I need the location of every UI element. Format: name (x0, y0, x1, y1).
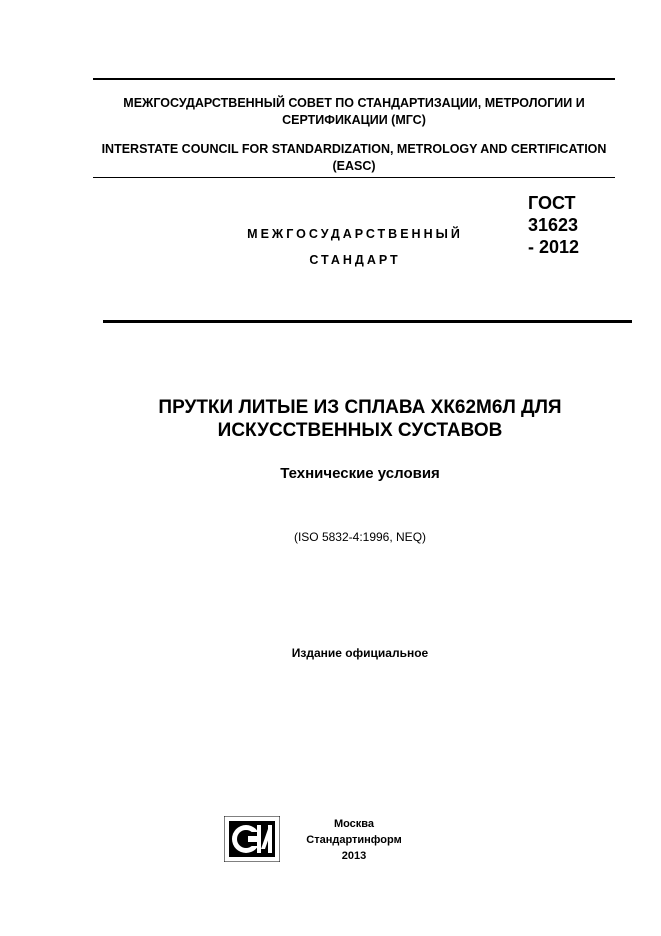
standard-type-line1: МЕЖГОСУДАРСТВЕННЫЙ (247, 227, 463, 241)
publisher-block (295, 816, 413, 864)
publisher-city: Москва (333, 818, 375, 830)
document-title-line1: ПРУТКИ ЛИТЫЕ ИЗ СПЛАВА ХК62М6Л ДЛЯ (158, 397, 562, 418)
gost-label: ГОСТ (528, 193, 576, 213)
council-name-ru: МЕЖГОСУДАРСТВЕННЫЙ СОВЕТ ПО СТАНДАРТИЗАЦИИ, МЕТРОЛОГИИ И СЕРТИФИКАЦИИ (МГС) (123, 96, 585, 127)
top-rule (93, 78, 615, 80)
document-title (60, 396, 660, 442)
publication-year: 2013 (341, 850, 367, 862)
publisher-name: Стандартинформ (306, 834, 402, 846)
gost-year: - 2012 (528, 237, 580, 257)
document-title-line2: ИСКУССТВЕННЫХ СУСТАВОВ (217, 420, 503, 441)
iso-reference: (ISO 5832-4:1996, NEQ) (293, 530, 427, 544)
document-subtitle: Технические условия (280, 465, 440, 482)
edition-note: Издание официальное (291, 646, 429, 660)
middle-rule (93, 177, 615, 178)
gost-designation (528, 192, 618, 258)
thick-rule (103, 320, 632, 323)
standard-type-line2: СТАНДАРТ (309, 253, 401, 267)
standartinform-logo-icon (224, 816, 280, 862)
council-name-en: INTERSTATE COUNCIL FOR STANDARDIZATION, METROLOGY AND CERTIFICATION (EASC) (101, 142, 607, 173)
gost-number: 31623 (528, 215, 579, 235)
